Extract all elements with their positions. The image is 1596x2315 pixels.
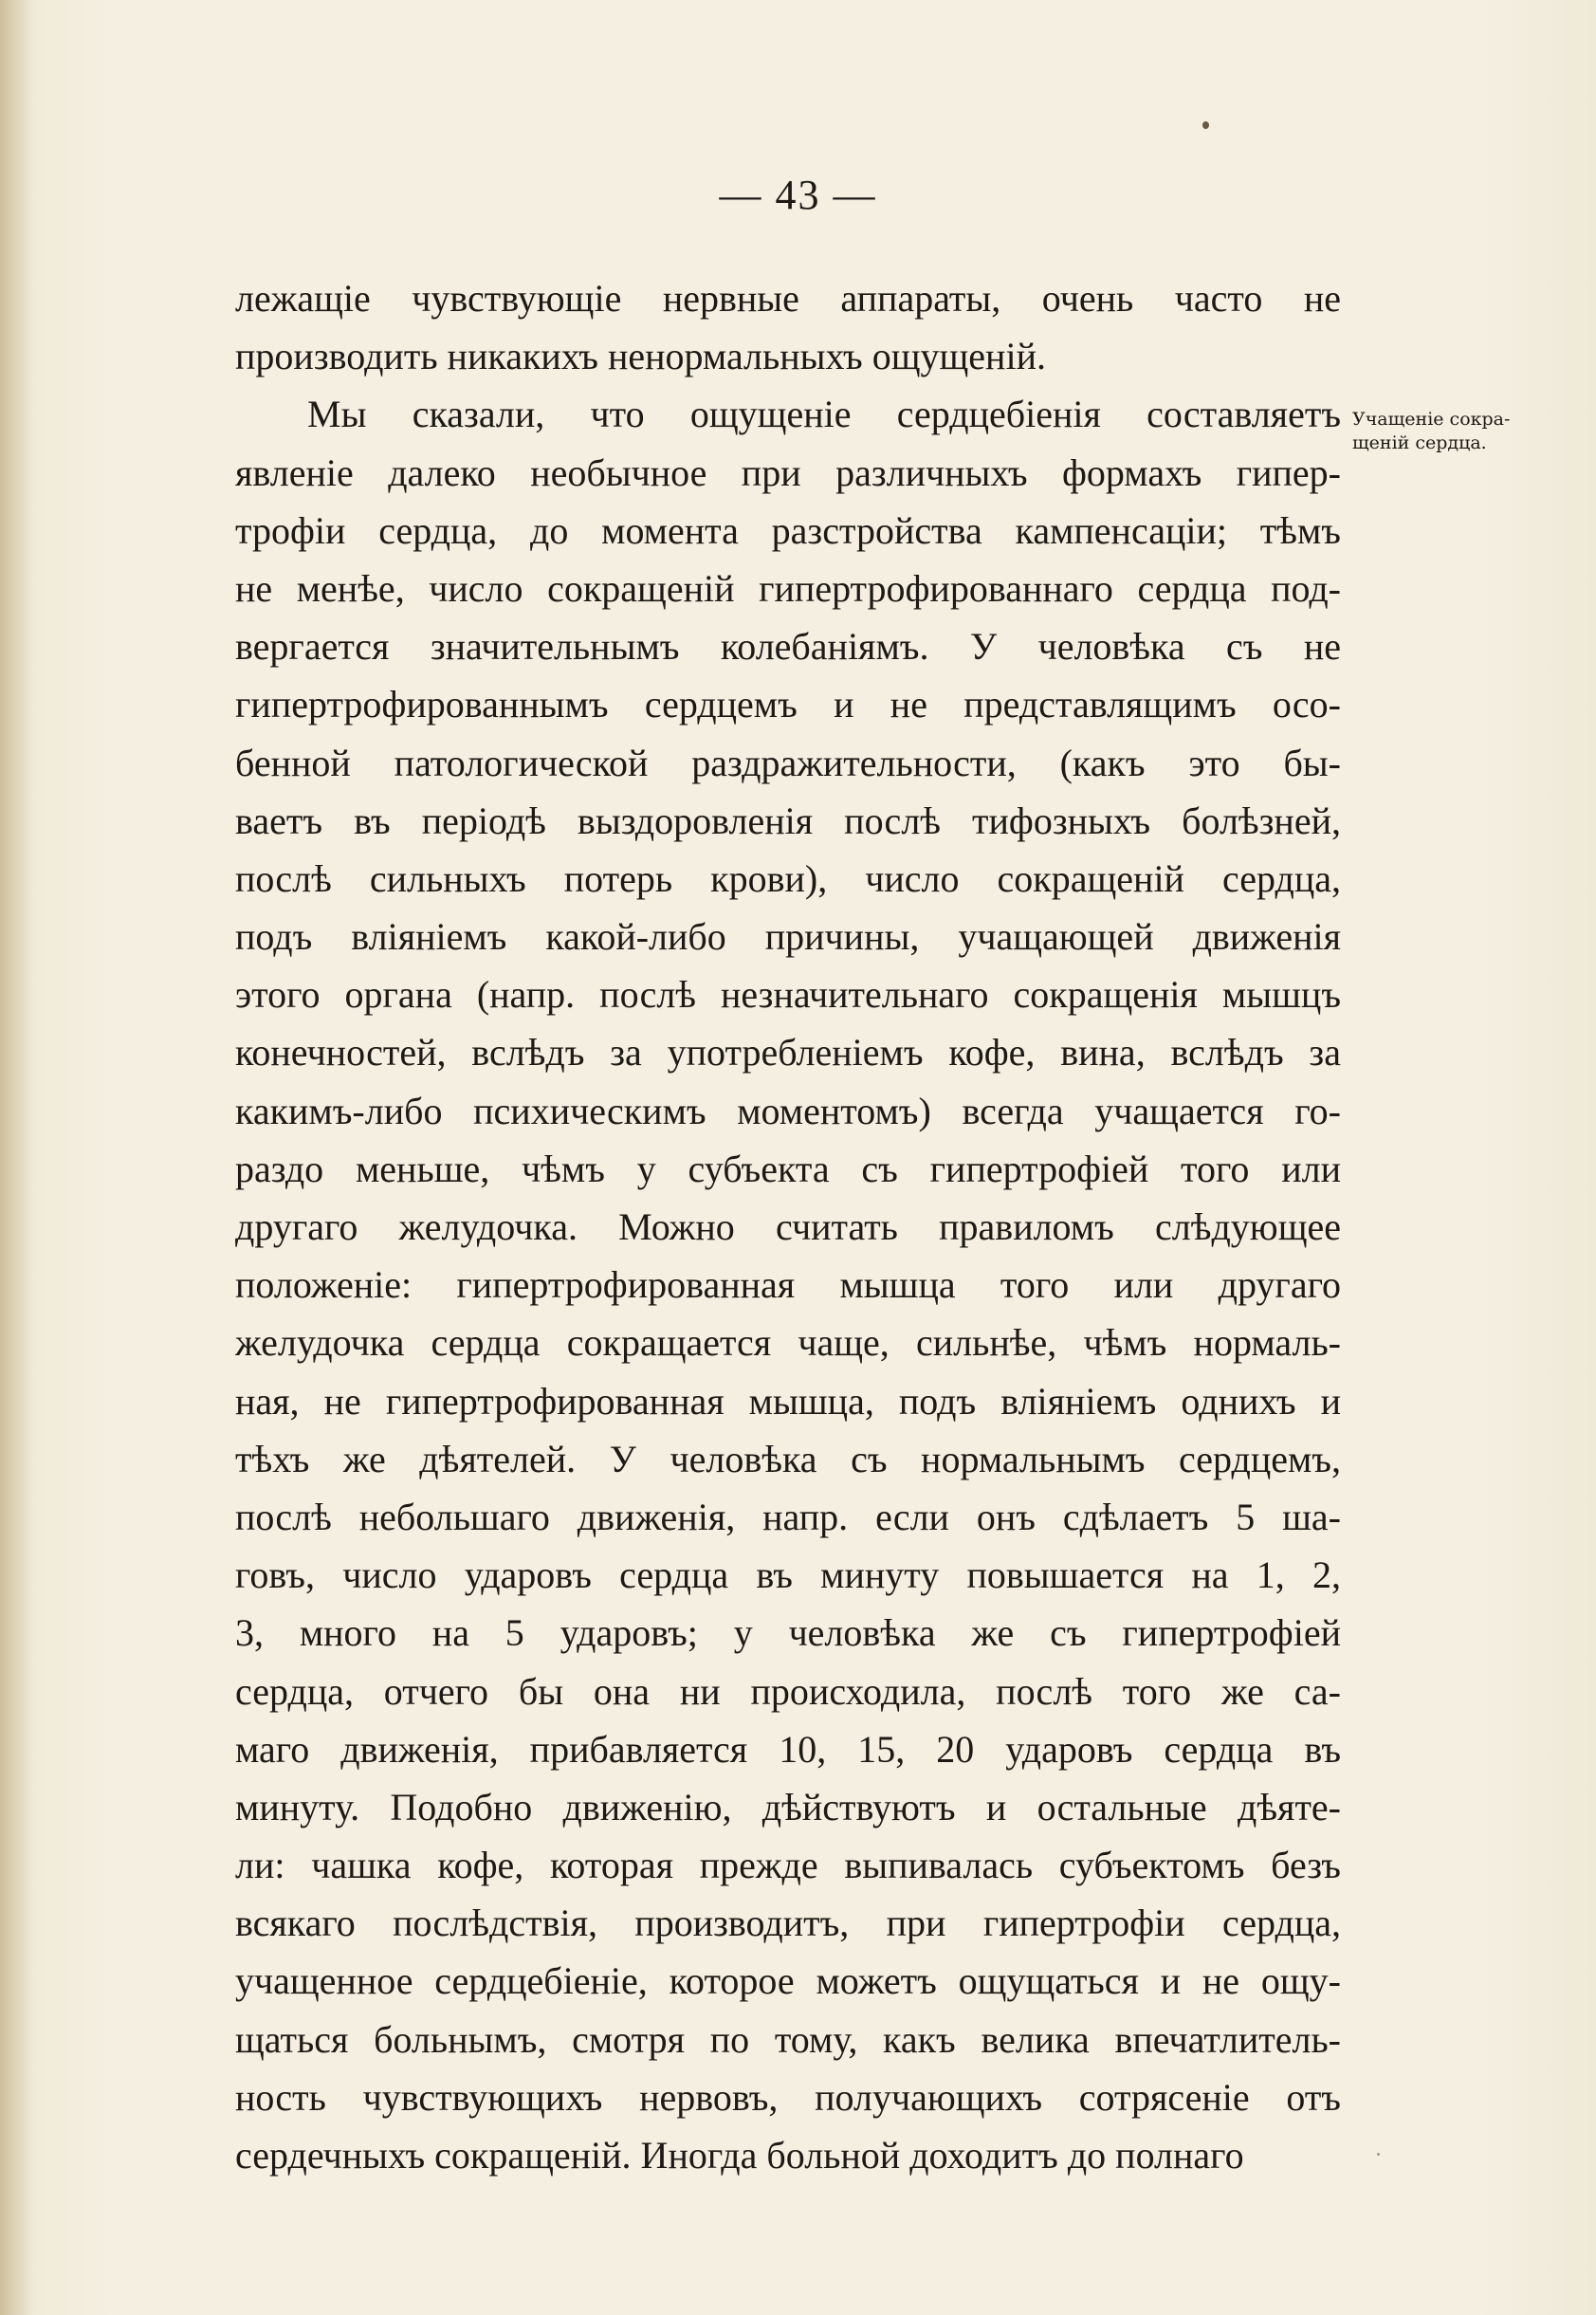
text-line: маго движенія, прибавляется 10, 15, 20 ударовъ сердца въ bbox=[235, 1727, 1341, 1771]
text-line: Мы сказали, что ощущеніе сердцебіенія составляетъ bbox=[307, 393, 1341, 436]
text-line: этого органа (напр. послѣ незначительнаго сокращенія мышцъ bbox=[235, 973, 1341, 1017]
page-spine-shadow bbox=[0, 0, 32, 2315]
text-line: другаго желудочка. Можно считать правиломъ слѣдующее bbox=[235, 1205, 1341, 1248]
text-line: положеніе: гипертрофированная мышца того или другаго bbox=[235, 1263, 1341, 1307]
text-line: бенной патологической раздражительности, (какъ это бы- bbox=[235, 741, 1341, 784]
margin-note bbox=[1352, 408, 1561, 455]
text-line: тѣхъ же дѣятелей. У человѣка съ нормальнымъ сердцемъ, bbox=[235, 1437, 1341, 1480]
text-line: гипертрофированнымъ сердцемъ и не представлящимъ осо- bbox=[235, 683, 1341, 726]
text-line: лежащіе чувствующіе нервные аппараты, очень часто не bbox=[235, 277, 1341, 320]
text-line: желудочка сердца сокращается чаще, сильнѣе, чѣмъ нормаль- bbox=[235, 1321, 1341, 1365]
text-line: сердечныхъ сокращеній. Иногда больной доходитъ до полнаго bbox=[235, 2134, 1244, 2177]
text-line: не менѣе, число сокращеній гипертрофированнаго сердца под- bbox=[235, 566, 1341, 610]
text-line: ваетъ въ періодѣ выздоровленія послѣ тифозныхъ болѣзней, bbox=[235, 799, 1341, 842]
margin-note-line: щеній сердца. bbox=[1352, 432, 1487, 453]
text-line: трофіи сердца, до момента разстройства кампенсаціи; тѣмъ bbox=[235, 508, 1341, 552]
text-line: сердца, отчего бы она ни происходила, послѣ того же са- bbox=[235, 1669, 1341, 1713]
text-line: минуту. Подобно движенію, дѣйствуютъ и остальные дѣяте- bbox=[235, 1785, 1341, 1828]
body-text bbox=[235, 269, 1341, 2184]
margin-note-line: Учащеніе сокра- bbox=[1352, 409, 1511, 430]
text-line: раздо меньше, чѣмъ у субъекта съ гипертрофіей того или bbox=[235, 1147, 1341, 1190]
text-line: 3, много на 5 ударовъ; у человѣка же съ гипертрофіей bbox=[235, 1611, 1341, 1655]
ink-speck bbox=[1202, 121, 1209, 129]
text-line: явленіе далеко необычное при различныхъ формахъ гипер- bbox=[235, 450, 1341, 494]
text-line: производить никакихъ ненормальныхъ ощущеній. bbox=[235, 335, 1046, 378]
ink-speck bbox=[1377, 2153, 1380, 2156]
text-line: конечностей, вслѣдъ за употребленіемъ кофе, вина, вслѣдъ за bbox=[235, 1031, 1341, 1075]
text-line: говъ, число ударовъ сердца въ минуту повышается на 1, 2, bbox=[235, 1553, 1341, 1597]
text-line: ли: чашка кофе, которая прежде выпивалась субъектомъ безъ bbox=[235, 1844, 1341, 1887]
text-line: ная, не гипертрофированная мышца, подъ вліяніемъ однихъ и bbox=[235, 1379, 1341, 1423]
page-number: — 43 — bbox=[719, 172, 877, 218]
text-line: какимъ-либо психическимъ моментомъ) всегда учащается го- bbox=[235, 1089, 1341, 1132]
text-line: послѣ сильныхъ потерь крови), число сокращеній сердца, bbox=[235, 856, 1341, 900]
text-line: подъ вліяніемъ какой-либо причины, учащающей движенія bbox=[235, 915, 1341, 959]
text-line: ность чувствующихъ нервовъ, получающихъ сотрясеніе отъ bbox=[235, 2075, 1341, 2119]
text-line: щаться больнымъ, смотря по тому, какъ велика впечатлитель- bbox=[235, 2017, 1341, 2061]
text-line: всякаго послѣдствія, производитъ, при гипертрофіи сердца, bbox=[235, 1902, 1341, 1945]
text-line: вергается значительнымъ колебаніямъ. У человѣка съ не bbox=[235, 625, 1341, 669]
text-line: послѣ небольшаго движенія, напр. если онъ сдѣлаетъ 5 ша- bbox=[235, 1495, 1341, 1538]
text-line: учащенное сердцебіеніе, которое можетъ ощущаться и не ощу- bbox=[235, 1959, 1341, 2003]
